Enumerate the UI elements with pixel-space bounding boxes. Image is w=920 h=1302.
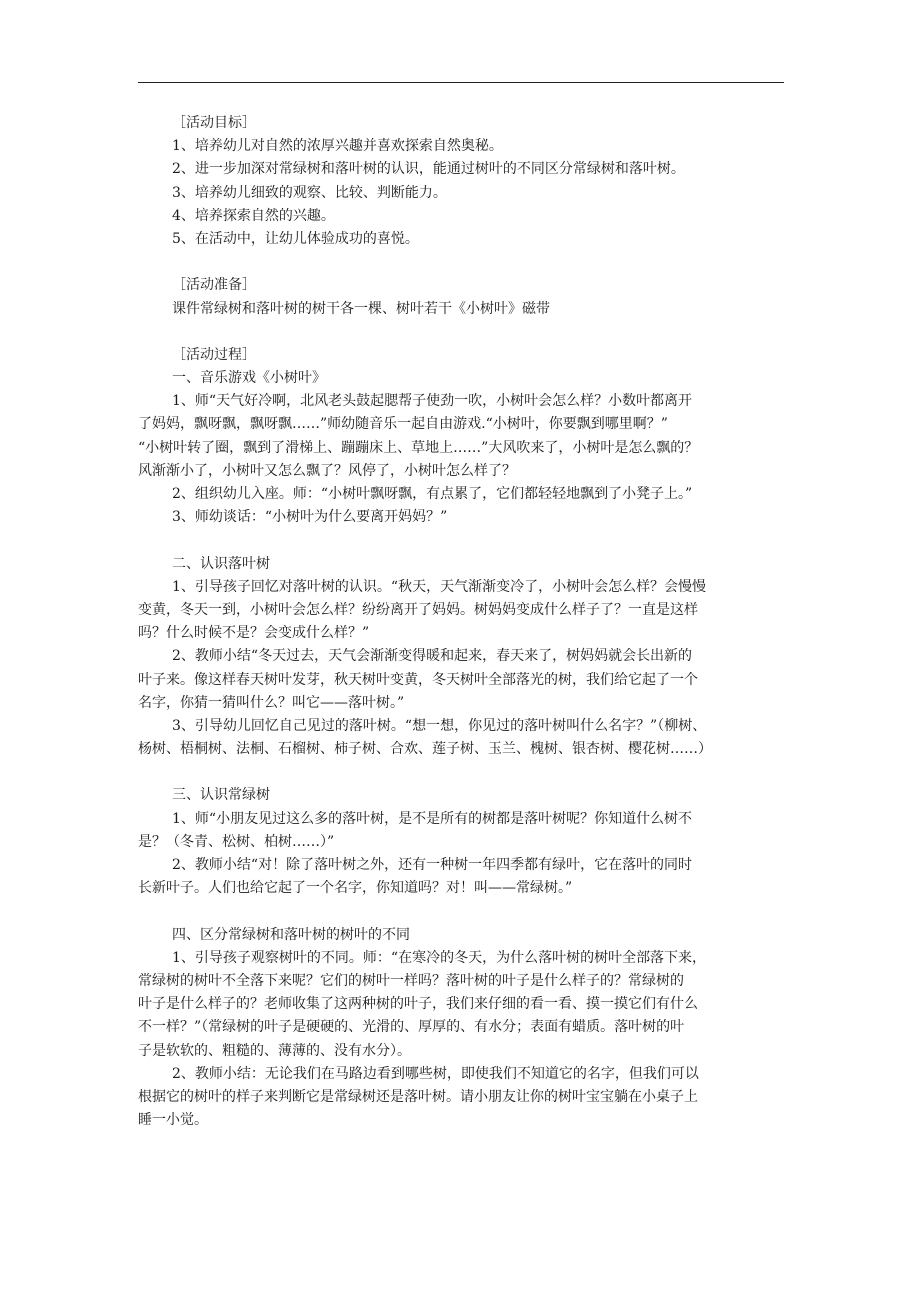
paragraph-gap <box>138 529 786 552</box>
text-line: 1、引导孩子观察树叶的不同。师：“在寒冷的冬天，为什么落叶树的树叶全部落下来， <box>172 949 707 966</box>
paragraph-gap <box>138 761 786 784</box>
section-heading: 四、区分常绿树和落叶树的树叶的不同 <box>172 926 410 943</box>
text-line: 3、引导幼儿回忆自己见过的落叶树。“想一想，你见过的落叶树叫什么名字？”（柳树、 <box>172 717 707 734</box>
text-line: 2、进一步加深对常绿树和落叶树的认识，能通过树叶的不同区分常绿树和落叶树。 <box>172 161 685 178</box>
section-preparation <box>138 274 786 320</box>
section-process <box>138 344 786 530</box>
text-line: 名字，你猜一猜叫什么？叫它——落叶树。” <box>138 694 405 711</box>
text-line: 课件常绿树和落叶树的树干各一棵、树叶若干《小树叶》磁带 <box>172 300 550 317</box>
text-line: 2、教师小结：无论我们在马路边看到哪些树，即使我们不知道它的名字，但我们可以 <box>172 1065 699 1082</box>
section-heading: ［活动目标］ <box>172 115 256 131</box>
text-line: 风渐渐小了，小树叶又怎么飘了？风停了，小树叶怎么样了？ <box>138 462 516 479</box>
text-line: 根据它的树叶的样子来判断它是常绿树还是落叶树。请小朋友让你的树叶宝宝躺在小桌子上 <box>138 1088 698 1105</box>
text-line: 2、教师小结“冬天过去，天气会渐渐变得暖和起来，春天来了，树妈妈就会长出新的 <box>172 648 693 665</box>
text-line: 吗？什么时候不是？会变成什么样？” <box>138 625 370 642</box>
text-line: 睡一小觉。 <box>138 1112 208 1129</box>
text-line: 变黄，冬天一到，小树叶会怎么样？纷纷离开了妈妈。树妈妈变成什么样子了？一直是这样 <box>138 601 698 618</box>
section-heading: 三、认识常绿树 <box>172 787 270 804</box>
section-difference <box>138 924 786 1133</box>
text-line: 叶子是什么样子的？老师收集了这两种树的叶子，我们来仔细的看一看、摸一摸它们有什么 <box>138 996 698 1013</box>
text-line: 1、师“天气好冷啊，北风老头鼓起腮帮子使劲一吹，小树叶会怎么样？小数叶都离开 <box>172 393 693 410</box>
text-line: “小树叶转了圈，飘到了滑梯上、蹦蹦床上、草地上……”大风吹来了，小树叶是怎么飘的？ <box>138 439 699 456</box>
text-line: 1、引导孩子回忆对落叶树的认识。“秋天，天气渐渐变冷了，小树叶会怎么样？会慢慢 <box>172 578 707 595</box>
paragraph-gap <box>138 251 786 274</box>
text-line: 1、培养幼儿对自然的浓厚兴趣并喜欢探索自然奥秘。 <box>172 138 503 155</box>
paragraph-gap <box>138 321 786 344</box>
text-line: 叶子来。像这样春天树叶发芽，秋天树叶变黄，冬天树叶全部落光的树，我们给它起了一个 <box>138 671 698 688</box>
text-line: 一、音乐游戏《小树叶》 <box>172 370 326 387</box>
text-line: 常绿树的树叶不全落下来呢？它们的树叶一样吗？落叶树的叶子是什么样子的？常绿树的 <box>138 972 684 989</box>
text-line: 杨树、梧桐树、法桐、石榴树、柿子树、合欢、莲子树、玉兰、槐树、银杏树、樱花树……） <box>138 741 712 758</box>
text-line: 是？（冬青、松树、柏树……）” <box>138 833 335 850</box>
text-line: 1、师“小朋友见过这么多的落叶树，是不是所有的树都是落叶树呢？你知道什么树不 <box>172 810 693 827</box>
document-body <box>138 112 786 1132</box>
text-line: 3、培养幼儿细致的观察、比较、判断能力。 <box>172 184 447 201</box>
text-line: 4、培养探索自然的兴趣。 <box>172 207 335 224</box>
text-line: 2、组织幼儿入座。师：“小树叶飘呀飘，有点累了，它们都轻轻地飘到了小凳子上。” <box>172 486 693 502</box>
section-deciduous <box>138 553 786 762</box>
text-line: 不一样？”（常绿树的叶子是硬硬的、光滑的、厚厚的、有水分；表面有蜡质。落叶树的叶 <box>138 1019 685 1036</box>
section-evergreen <box>138 784 786 900</box>
text-line: 了妈妈，飘呀飘，飘呀飘……”师幼随音乐一起自由游戏.“小树叶，你要飘到哪里啊？” <box>138 416 668 433</box>
section-heading: 二、认识落叶树 <box>172 555 270 572</box>
text-line: 子是软软的、粗糙的、薄薄的、没有水分）。 <box>138 1042 411 1059</box>
section-heading: ［活动准备］ <box>172 277 256 294</box>
text-line: 5、在活动中，让幼儿体验成功的喜悦。 <box>172 230 419 247</box>
paragraph-gap <box>138 900 786 923</box>
text-line: 长新叶子。人们也给它起了一个名字，你知道吗？对！叫——常绿树。” <box>138 880 573 897</box>
text-line: 2、教师小结“对！除了落叶树之外，还有一种树一年四季都有绿叶，它在落叶的同时 <box>172 857 693 873</box>
text-line: 3、师幼谈话：“小树叶为什么要离开妈妈？” <box>172 509 448 526</box>
section-goals <box>138 112 786 251</box>
header-rule <box>138 82 784 83</box>
section-heading: ［活动过程］ <box>172 346 256 363</box>
